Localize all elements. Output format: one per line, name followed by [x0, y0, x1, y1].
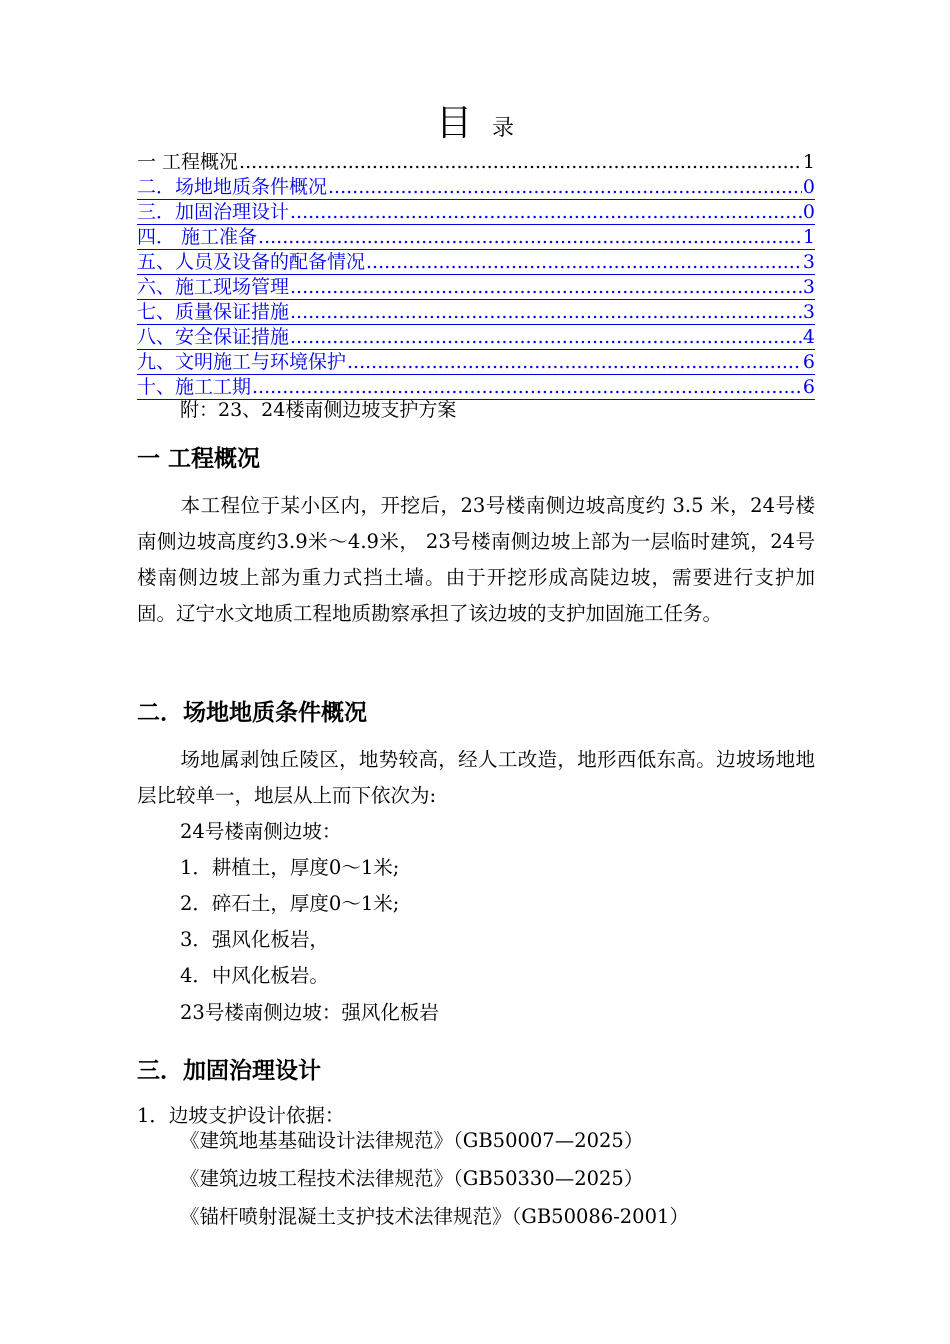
toc-leader: [328, 175, 802, 200]
toc-item[interactable]: [137, 175, 815, 200]
reference-item: 《建筑地基基础设计法律规范》（GB50007—2025）: [180, 1129, 644, 1152]
toc-item-label: 十、施工工期: [137, 376, 252, 398]
toc-item[interactable]: [137, 250, 815, 275]
basis-title: 1．边坡支护设计依据：: [137, 1104, 345, 1127]
toc-leader: [366, 250, 802, 275]
toc-item-page: 3: [802, 301, 815, 323]
toc-item-label: 二．场地地质条件概况: [137, 176, 328, 198]
toc-item[interactable]: [137, 350, 815, 375]
toc-item-label: 五、人员及设备的配备情况: [137, 251, 366, 273]
toc-title-main: 目: [435, 103, 472, 144]
toc-item[interactable]: [137, 325, 815, 350]
section-body: [137, 742, 815, 814]
toc-item-label: 八、安全保证措施: [137, 326, 290, 348]
section1-body-text: 本工程位于某小区内，开挖后，23号楼南侧边坡高度约 3.5 米，24号楼南侧边坡高度约3.9米～4.9米， 23号楼南侧边坡上部为一层临时建筑，24号楼南侧边坡上部为重力式挡土墙。由于开挖形成高陡边坡，需要进行支护加固。辽宁水文地质工程地质勘察承担了该边坡的支护加固施工任务。: [137, 494, 815, 625]
section-body: [137, 488, 815, 632]
toc-item-page: 6: [802, 376, 815, 398]
toc-item[interactable]: [137, 300, 815, 325]
reference-item: 《建筑边坡工程技术法律规范》（GB50330—2025）: [180, 1167, 644, 1190]
toc-title-sub: 录: [492, 116, 515, 141]
toc-leader: [239, 150, 802, 175]
toc-item[interactable]: [137, 150, 815, 175]
subsection-title: 24号楼南侧边坡：: [180, 820, 342, 843]
toc-leader: [290, 200, 802, 225]
toc-title: [0, 100, 950, 153]
layer-item: 2．碎石土，厚度0～1米;: [180, 892, 400, 915]
toc-leader: [290, 300, 802, 325]
toc-item-label: 九、文明施工与环境保护: [137, 351, 347, 373]
toc-item-label: 六、施工现场管理: [137, 276, 290, 298]
slope-note: 23号楼南侧边坡：强风化板岩: [180, 1001, 439, 1024]
section-heading: 一 工程概况: [137, 446, 261, 472]
toc-item-label: 三．加固治理设计: [137, 201, 290, 223]
toc-item-label: 四． 施工准备: [137, 226, 258, 248]
toc-appendix: 附：23、24楼南侧边坡支护方案: [180, 399, 457, 421]
toc-item-label: 七、质量保证措施: [137, 301, 290, 323]
toc-leader: [258, 225, 802, 250]
layer-item: 1．耕植土，厚度0～1米;: [180, 856, 400, 879]
toc-item-page: 0: [802, 201, 815, 223]
section-heading: 三．加固治理设计: [137, 1058, 321, 1084]
toc-item-page: 6: [802, 351, 815, 373]
toc-leader: [290, 325, 802, 350]
toc-item-page: 1: [802, 226, 815, 248]
toc-item[interactable]: [137, 225, 815, 250]
toc-item-label: 一 工程概况: [137, 151, 239, 173]
toc-leader: [347, 350, 802, 375]
toc-item[interactable]: [137, 200, 815, 225]
toc-item-page: 1: [802, 151, 815, 173]
toc-leader: [290, 275, 802, 300]
section-heading: 二．场地地质条件概况: [137, 700, 367, 726]
toc-item-page: 4: [802, 326, 815, 348]
toc-item[interactable]: [137, 275, 815, 300]
layer-item: 3．强风化板岩，: [180, 928, 329, 951]
reference-item: 《锚杆喷射混凝土支护技术法律规范》（GB50086-2001）: [180, 1205, 689, 1228]
table-of-contents: [137, 150, 815, 400]
toc-item-page: 3: [802, 276, 815, 298]
section2-body-text: 场地属剥蚀丘陵区，地势较高，经人工改造，地形西低东高。边坡场地地层比较单一，地层从上而下依次为:: [137, 748, 815, 807]
toc-item-page: 0: [802, 176, 815, 198]
toc-item-page: 3: [802, 251, 815, 273]
layer-item: 4．中风化板岩。: [180, 964, 329, 987]
